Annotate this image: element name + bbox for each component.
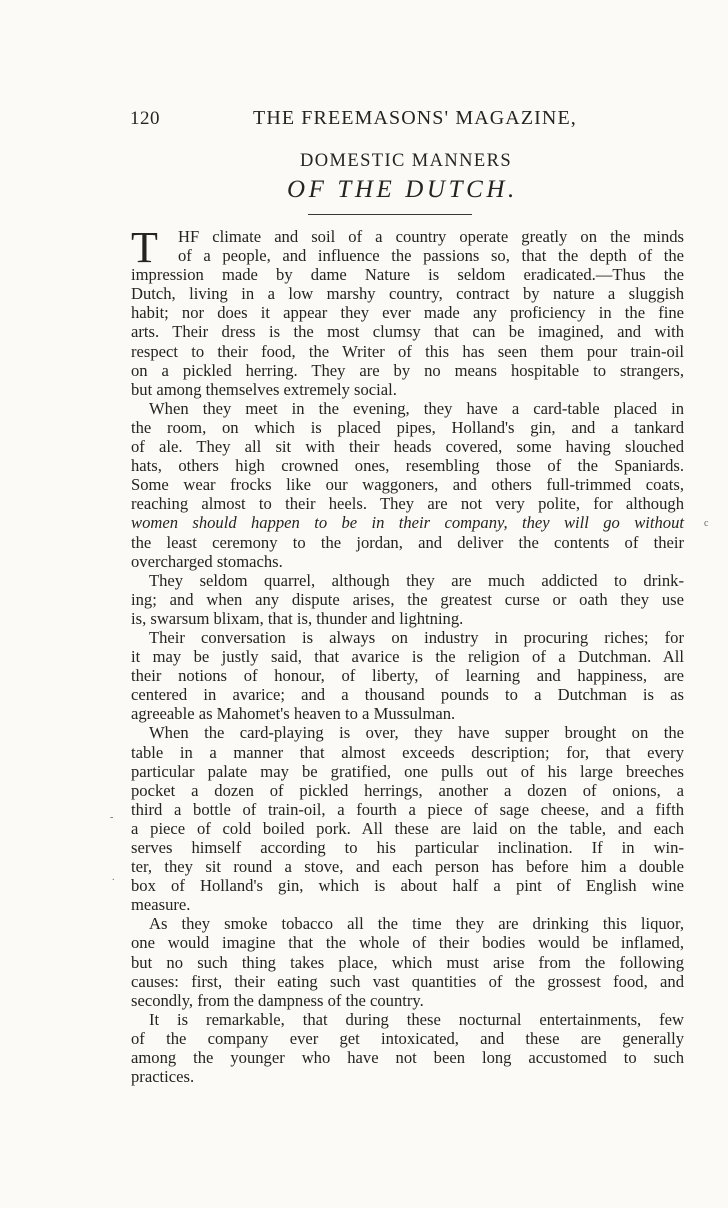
text-line: centered in avarice; and a thousand pounds to a Dutchman is as <box>131 685 684 705</box>
article-title-line-1: DOMESTIC MANNERS <box>300 151 513 171</box>
text-line: HF climate and soil of a country operate greatly on the minds <box>178 227 684 246</box>
text-line: ter, they sit round a stove, and each person has before him a double <box>131 857 684 877</box>
margin-speck: c <box>704 518 709 529</box>
margin-speck: - <box>110 812 114 823</box>
text-line: Dutch, living in a low marshy country, contract by nature a sluggish <box>131 284 684 304</box>
text-line: pocket a dozen of pickled herrings, another a dozen of onions, a <box>131 780 684 800</box>
article-body <box>131 223 684 1087</box>
text-line: causes: first, their eating such vast quantities of the grossest food, and <box>131 971 684 991</box>
text-line: secondly, from the dampness of the country. <box>131 990 424 1010</box>
text-line: the least ceremony to the jordan, and deliver the contents of their <box>131 532 684 552</box>
text-line: of the company ever get intoxicated, and these are generally <box>131 1028 684 1048</box>
text-line: a piece of cold boiled pork. All these are laid on the table, and each <box>131 818 684 838</box>
text-line: Some wear frocks like our waggoners, and others full-trimmed coats, <box>131 475 684 495</box>
text-line: respect to their food, the Writer of this has seen them pour train-oil <box>131 341 684 361</box>
text-line: particular palate may be gratified, one pulls out of his large breeches <box>131 761 684 781</box>
text-line: impression made by dame Nature is seldom eradicated.—Thus the <box>131 265 684 285</box>
text-line: is, swarsum blixam, that is, thunder and lightning. <box>131 608 464 628</box>
text-line: among the younger who have not been long accustomed to such <box>131 1048 684 1068</box>
margin-speck: . <box>112 872 115 883</box>
text-line: Their conversation is always on industry in procuring riches; for <box>149 627 684 647</box>
text-line: box of Holland's gin, which is about half a pint of English wine <box>131 876 684 896</box>
text-line: table in a manner that almost exceeds description; for, that every <box>131 742 684 762</box>
text-line: hats, others high crowned ones, resembling those of the Spaniards. <box>131 456 684 476</box>
text-line: It is remarkable, that during these nocturnal entertainments, few <box>149 1009 684 1029</box>
text-line: habit; nor does it appear they ever made any proficiency in the fine <box>131 303 684 323</box>
text-line: agreeable as Mahomet's heaven to a Mussulman. <box>131 704 456 724</box>
text-line: arts. Their dress is the most clumsy that can be imagined, and with <box>131 322 684 342</box>
text-line: it may be justly said, that avarice is the religion of a Dutchman. All <box>131 647 684 667</box>
text-line: on a pickled herring. They are by no means hospitable to strangers, <box>131 360 684 380</box>
running-title: THE FREEMASONS' MAGAZINE, <box>253 107 577 129</box>
text-line: of a people, and influence the passions so, that the depth of the <box>178 246 684 266</box>
text-line: When they meet in the evening, they have a card-table placed in <box>149 398 684 418</box>
page-number: 120 <box>130 108 160 129</box>
text-line: women should happen to be in their company, they will go without <box>131 513 684 533</box>
text-line: but among themselves extremely social. <box>131 379 397 399</box>
text-line: practices. <box>131 1067 195 1087</box>
text-line: their notions of honour, of liberty, of learning and happiness, are <box>131 666 684 686</box>
text-line: As they smoke tobacco all the time they are drinking this liquor, <box>149 914 684 934</box>
text-line: one would imagine that the whole of their bodies would be inflamed, <box>131 933 684 953</box>
article-title-line-2: OF THE DUTCH. <box>287 176 518 203</box>
text-line: the room, on which is placed pipes, Holland's gin, and a tankard <box>131 417 684 437</box>
text-line: overcharged stomachs. <box>131 551 283 571</box>
text-line: serves himself according to his particular inclination. If in win- <box>131 838 684 857</box>
text-line: measure. <box>131 895 191 915</box>
drop-cap: T <box>131 223 158 272</box>
text-line: but no such thing takes place, which must arise from the following <box>131 952 684 972</box>
text-line: of ale. They all sit with their heads covered, some having slouched <box>131 437 684 457</box>
title-rule <box>308 214 472 215</box>
text-line: ing; and when any dispute arises, the greatest curse or oath they use <box>131 589 684 609</box>
text-line: third a bottle of train-oil, a fourth a piece of sage cheese, and a fifth <box>131 799 684 819</box>
text-line: reaching almost to their heels. They are not very polite, for although <box>131 494 684 514</box>
text-line: When the card-playing is over, they have supper brought on the <box>149 723 684 743</box>
text-line: They seldom quarrel, although they are much addicted to drink- <box>149 570 684 590</box>
